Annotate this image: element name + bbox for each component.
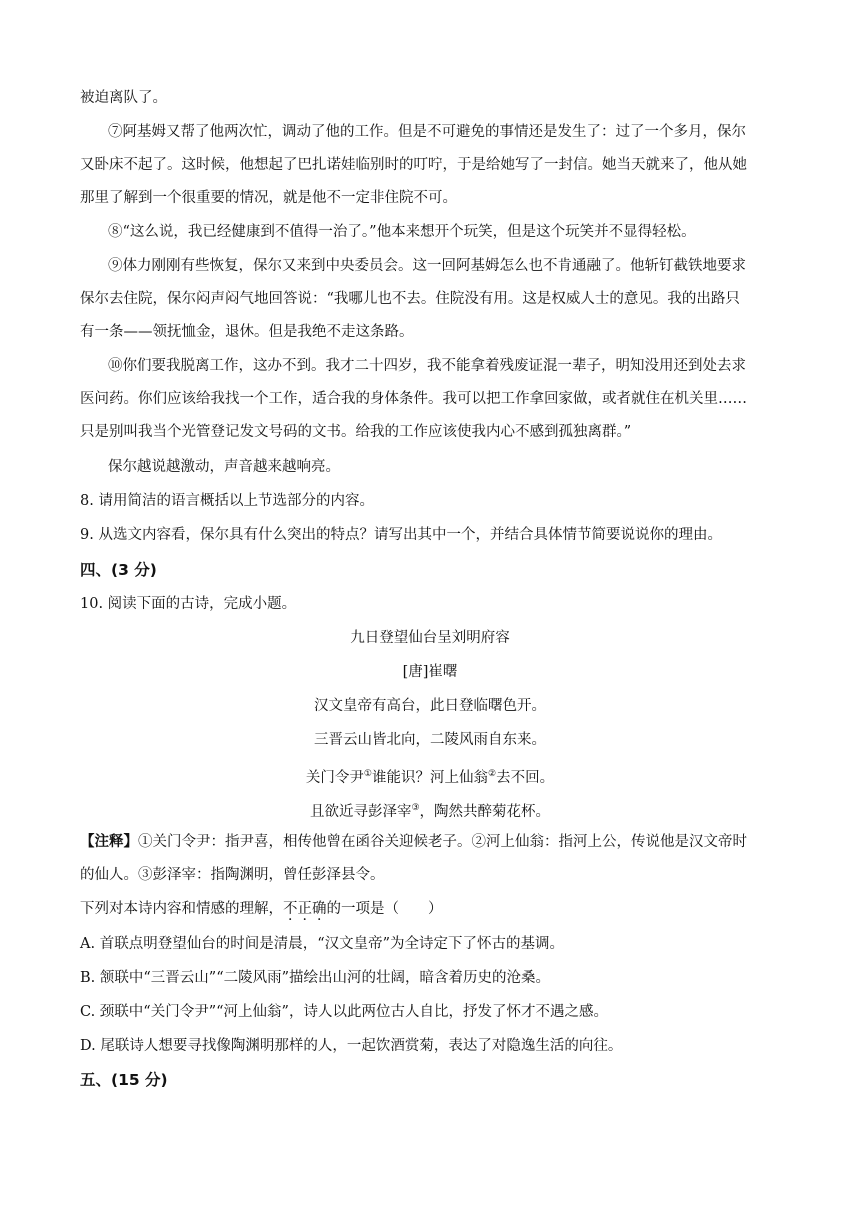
option-d: D. 尾联诗人想要寻找像陶渊明那样的人，一起饮酒赏菊，表达了对隐逸生活的向往。 [80,1038,623,1054]
footnote-marker: ③ [411,803,420,813]
paragraph-10-line: 医问药。你们应该给我找一个工作，适合我的身体条件。我可以把工作拿回家做，或者就住在机关里…… [80,391,747,407]
paragraph-8: ⑧“这么说，我已经健康到不值得一治了。”他本来想开个玩笑，但是这个玩笑并不显得轻松。 [108,224,696,240]
poem-title: 九日登望仙台呈刘明府容 [350,630,510,646]
question-9: 9. 从选文内容看，保尔具有什么突出的特点？请写出其中一个，并结合具体情节简要说说你的理由。 [80,527,722,543]
poem-text: 且欲近寻彭泽宰 [309,803,412,820]
poem-author: [唐]崔曙 [402,664,458,680]
paragraph-7-line: 又卧床不起了。这时候，他想起了巴扎诺娃临别时的叮咛，于是给她写了一封信。她当天就来了，他从她 [80,157,747,173]
emphasis-char: 不 [283,901,298,917]
emphasis-char: 正 [297,901,312,917]
option-c: C. 颈联中“关门令尹”“河上仙翁”，诗人以此两位古人自比，抒发了怀才不遇之感。 [80,1004,608,1020]
poem-text: 关门令尹 [305,769,364,786]
paragraph-10-line: ⑩你们要我脱离工作，这办不到。我才二十四岁，我不能拿着残废证混一辈子，明知没用还到处去求 [108,358,746,374]
footnote-marker: ① [363,769,372,779]
question-8: 8. 请用简洁的语言概括以上节选部分的内容。 [80,493,374,509]
paragraph-7-line: ⑦阿基姆又帮了他两次忙，调动了他的工作。但是不可避免的事情还是发生了：过了一个多月，保尔 [108,124,746,140]
poem-text: ，陶然共醉菊花杯。 [419,803,551,820]
poem-line-1: 汉文皇帝有高台，此日登临曙色开。 [314,698,546,714]
paragraph-9-line: ⑨体力刚刚有些恢复，保尔又来到中央委员会。这一回阿基姆怎么也不肯通融了。他斩钉截铁地要求 [108,258,746,274]
footnote-marker: ② [488,769,497,779]
option-b: B. 颔联中“三晋云山”“二陵风雨”描绘出山河的壮阔，暗含着历史的沧桑。 [80,970,551,986]
question-stem [80,899,780,919]
stem-text: 的一项是（ ） [326,901,443,917]
question-10: 10. 阅读下面的古诗，完成小题。 [80,596,297,612]
option-a: A. 首联点明登望仙台的时间是清晨，“汉文皇帝”为全诗定下了怀古的基调。 [80,936,565,952]
poem-line-3 [0,764,860,788]
section-5-heading: 五、(15 分) [80,1071,168,1089]
notes-label: 【注释】 [80,833,138,850]
notes-line-1 [80,832,780,852]
stem-text: 下列对本诗内容和情感的理解， [80,901,283,917]
paragraph-9-line: 有一条——领抚恤金，退休。但是我绝不走这条路。 [80,324,414,340]
paragraph-line: 被迫离队了。 [80,90,167,106]
paragraph-9-line: 保尔去住院，保尔闷声闷气地回答说：“我哪儿也不去。住院没有用。这是权威人士的意见。我的出路只 [80,291,740,307]
notes-text: ①关门令尹：指尹喜，相传他曾在函谷关迎候老子。②河上仙翁：指河上公，传说他是汉文帝时 [138,834,747,850]
poem-line-2: 三晋云山皆北向，二陵风雨自东来。 [314,732,546,748]
poem-text: 去不回。 [496,769,555,786]
notes-line-2: 的仙人。③彭泽宰：指陶渊明，曾任彭泽县令。 [80,867,385,883]
paragraph-7-line: 那里了解到一个很重要的情况，就是他不一定非住院不可。 [80,190,457,206]
poem-line-4 [0,798,860,822]
poem-text: 谁能识？河上仙翁 [372,769,488,786]
section-4-heading: 四、(3 分) [80,561,157,579]
emphasis-char: 确 [312,901,327,917]
paragraph-10-line: 只是别叫我当个光管登记发文号码的文书。给我的工作应该使我内心不感到孤独离群。” [80,424,632,440]
paragraph-11: 保尔越说越激动，声音越来越响亮。 [108,459,340,475]
